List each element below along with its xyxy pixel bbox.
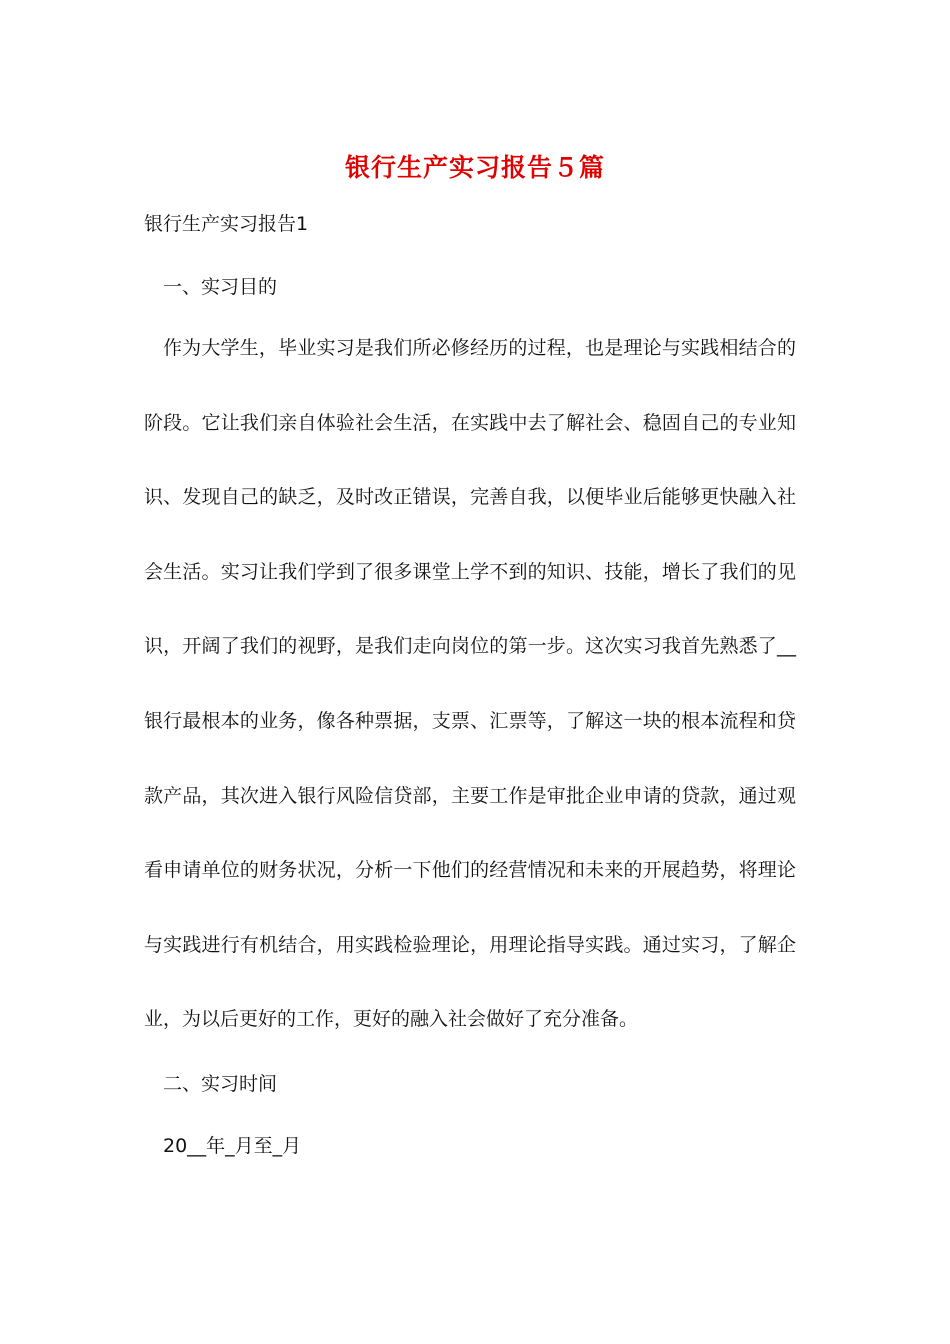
paragraph-line: 款产品，其次进入银行风险信贷部，主要工作是审批企业申请的贷款，通过观: [144, 784, 796, 807]
paragraph-line: 阶段。它让我们亲自体验社会生活，在实践中去了解社会、稳固自己的专业知: [144, 411, 796, 434]
purpose-paragraph: [144, 334, 796, 1080]
paragraph-line: 识、发现自己的缺乏，及时改正错误，完善自我，以便毕业后能够更快融入社: [144, 486, 796, 509]
report-subtitle: 银行生产实习报告1: [144, 213, 309, 235]
paragraph-line: 看申请单位的财务状况，分析一下他们的经营情况和未来的开展趋势，将理论: [144, 859, 796, 882]
internship-date: 20__年_月至_月: [163, 1135, 302, 1157]
document-title: 银行生产实习报告５篇: [344, 153, 605, 182]
paragraph-line: 识，开阔了我们的视野，是我们走向岗位的第一步。这次实习我首先熟悉了__: [144, 635, 796, 658]
paragraph-line: 业，为以后更好的工作，更好的融入社会做好了充分准备。: [144, 1008, 639, 1031]
section-heading-purpose: 一、实习目的: [163, 276, 278, 298]
paragraph-line: 会生活。实习让我们学到了很多课堂上学不到的知识、技能，增长了我们的见: [144, 560, 796, 583]
paragraph-line: 银行最根本的业务，像各种票据，支票、汇票等，了解这一块的根本流程和贷: [144, 709, 796, 732]
paragraph-line: 与实践进行有机结合，用实践检验理论，用理论指导实践。通过实习，了解企: [144, 933, 796, 956]
section-heading-time: 二、实习时间: [163, 1073, 278, 1095]
paragraph-line: 作为大学生，毕业实习是我们所必修经历的过程，也是理论与实践相结合的: [163, 337, 796, 359]
